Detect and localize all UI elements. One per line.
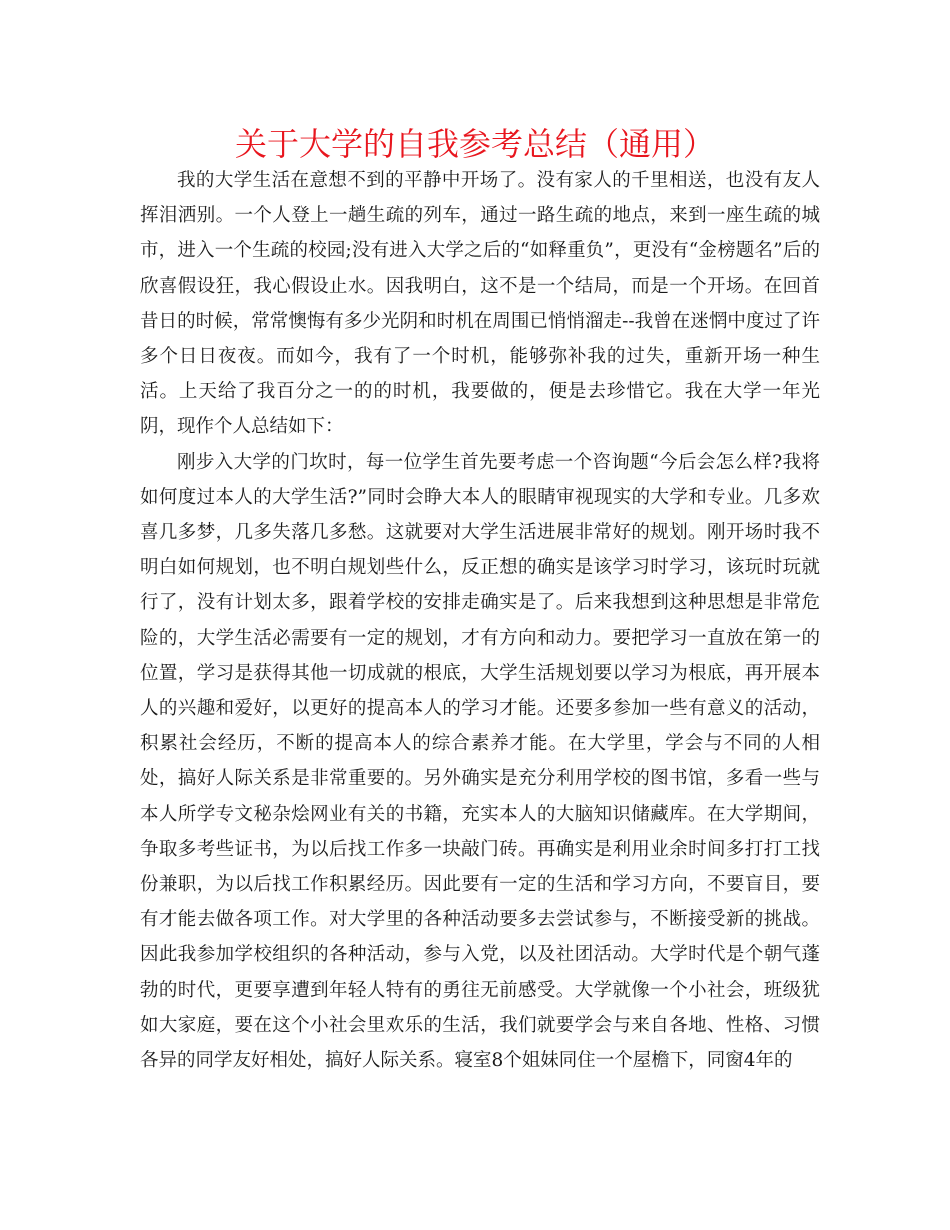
document-title: 关于大学的自我参考总结（通用） <box>234 125 715 163</box>
document-body <box>140 163 820 1078</box>
paragraph-2: 刚步入大学的门坎时，每一位学生首先要考虑一个咨询题“今后会怎么样?我将如何度过本人的大学生活?”同时会睁大本人的眼睛审视现实的大学和专业。几多欢喜几多梦，几多失落几多愁。这就要对大学生活进展非常好的规划。刚开场时我不明白如何规划，也不明白规划些什么，反正想的确实是该学习时学习，该玩时玩就行了，没有计划太多，跟着学校的安排走确实是了。后来我想到这种思想是非常危险的，大学生活必需要有一定的规划，才有方向和动力。要把学习一直放在第一的位置，学习是获得其他一切成就的根底，大学生活规划要以学习为根底，再开展本人的兴趣和爱好，以更好的提高本人的学习才能。还要多参加一些有意义的活动，积累社会经历，不断的提高本人的综合素养才能。在大学里，学会与不同的人相处，搞好人际关系是非常重要的。另外确实是充分利用学校的图书馆，多看一些与本人所学专文秘杂烩网业有关的书籍，充实本人的大脑知识储藏库。在大学期间，争取多考些证书，为以后找工作多一块敲门砖。再确实是利用业余时间多打打工找份兼职，为以后找工作积累经历。因此要有一定的生活和学习方向，不要盲目，要有才能去做各项工作。对大学里的各种活动要多去尝试参与，不断接受新的挑战。因此我参加学校组织的各种活动，参与入党，以及社团活动。大学时代是个朝气蓬勃的时代，更要享遭到年轻人特有的勇往无前感受。大学就像一个小社会，班级犹如大家庭，要在这个小社会里欢乐的生活，我们就要学会与来自各地、性格、习惯各异的同学友好相处，搞好人际关系。寝室8个姐妹同住一个屋檐下，同窗4年的 <box>140 451 820 1072</box>
paragraph-1: 我的大学生活在意想不到的平静中开场了。没有家人的千里相送，也没有友人挥泪洒别。一个人登上一趟生疏的列车，通过一路生疏的地点，来到一座生疏的城市，进入一个生疏的校园;没有进入大学之后的“如释重负”，更没有“金榜题名”后的欣喜假设狂，我心假设止水。因我明白，这不是一个结局，而是一个开场。在回首昔日的时候，常常懊悔有多少光阴和时机在周围已悄悄溜走--我曾在迷惘中度过了许多个日日夜夜。而如今，我有了一个时机，能够弥补我的过失，重新开场一种生活。上天给了我百分之一的的时机，我要做的，便是去珍惜它。我在大学一年光阴，现作个人总结如下： <box>140 170 820 438</box>
